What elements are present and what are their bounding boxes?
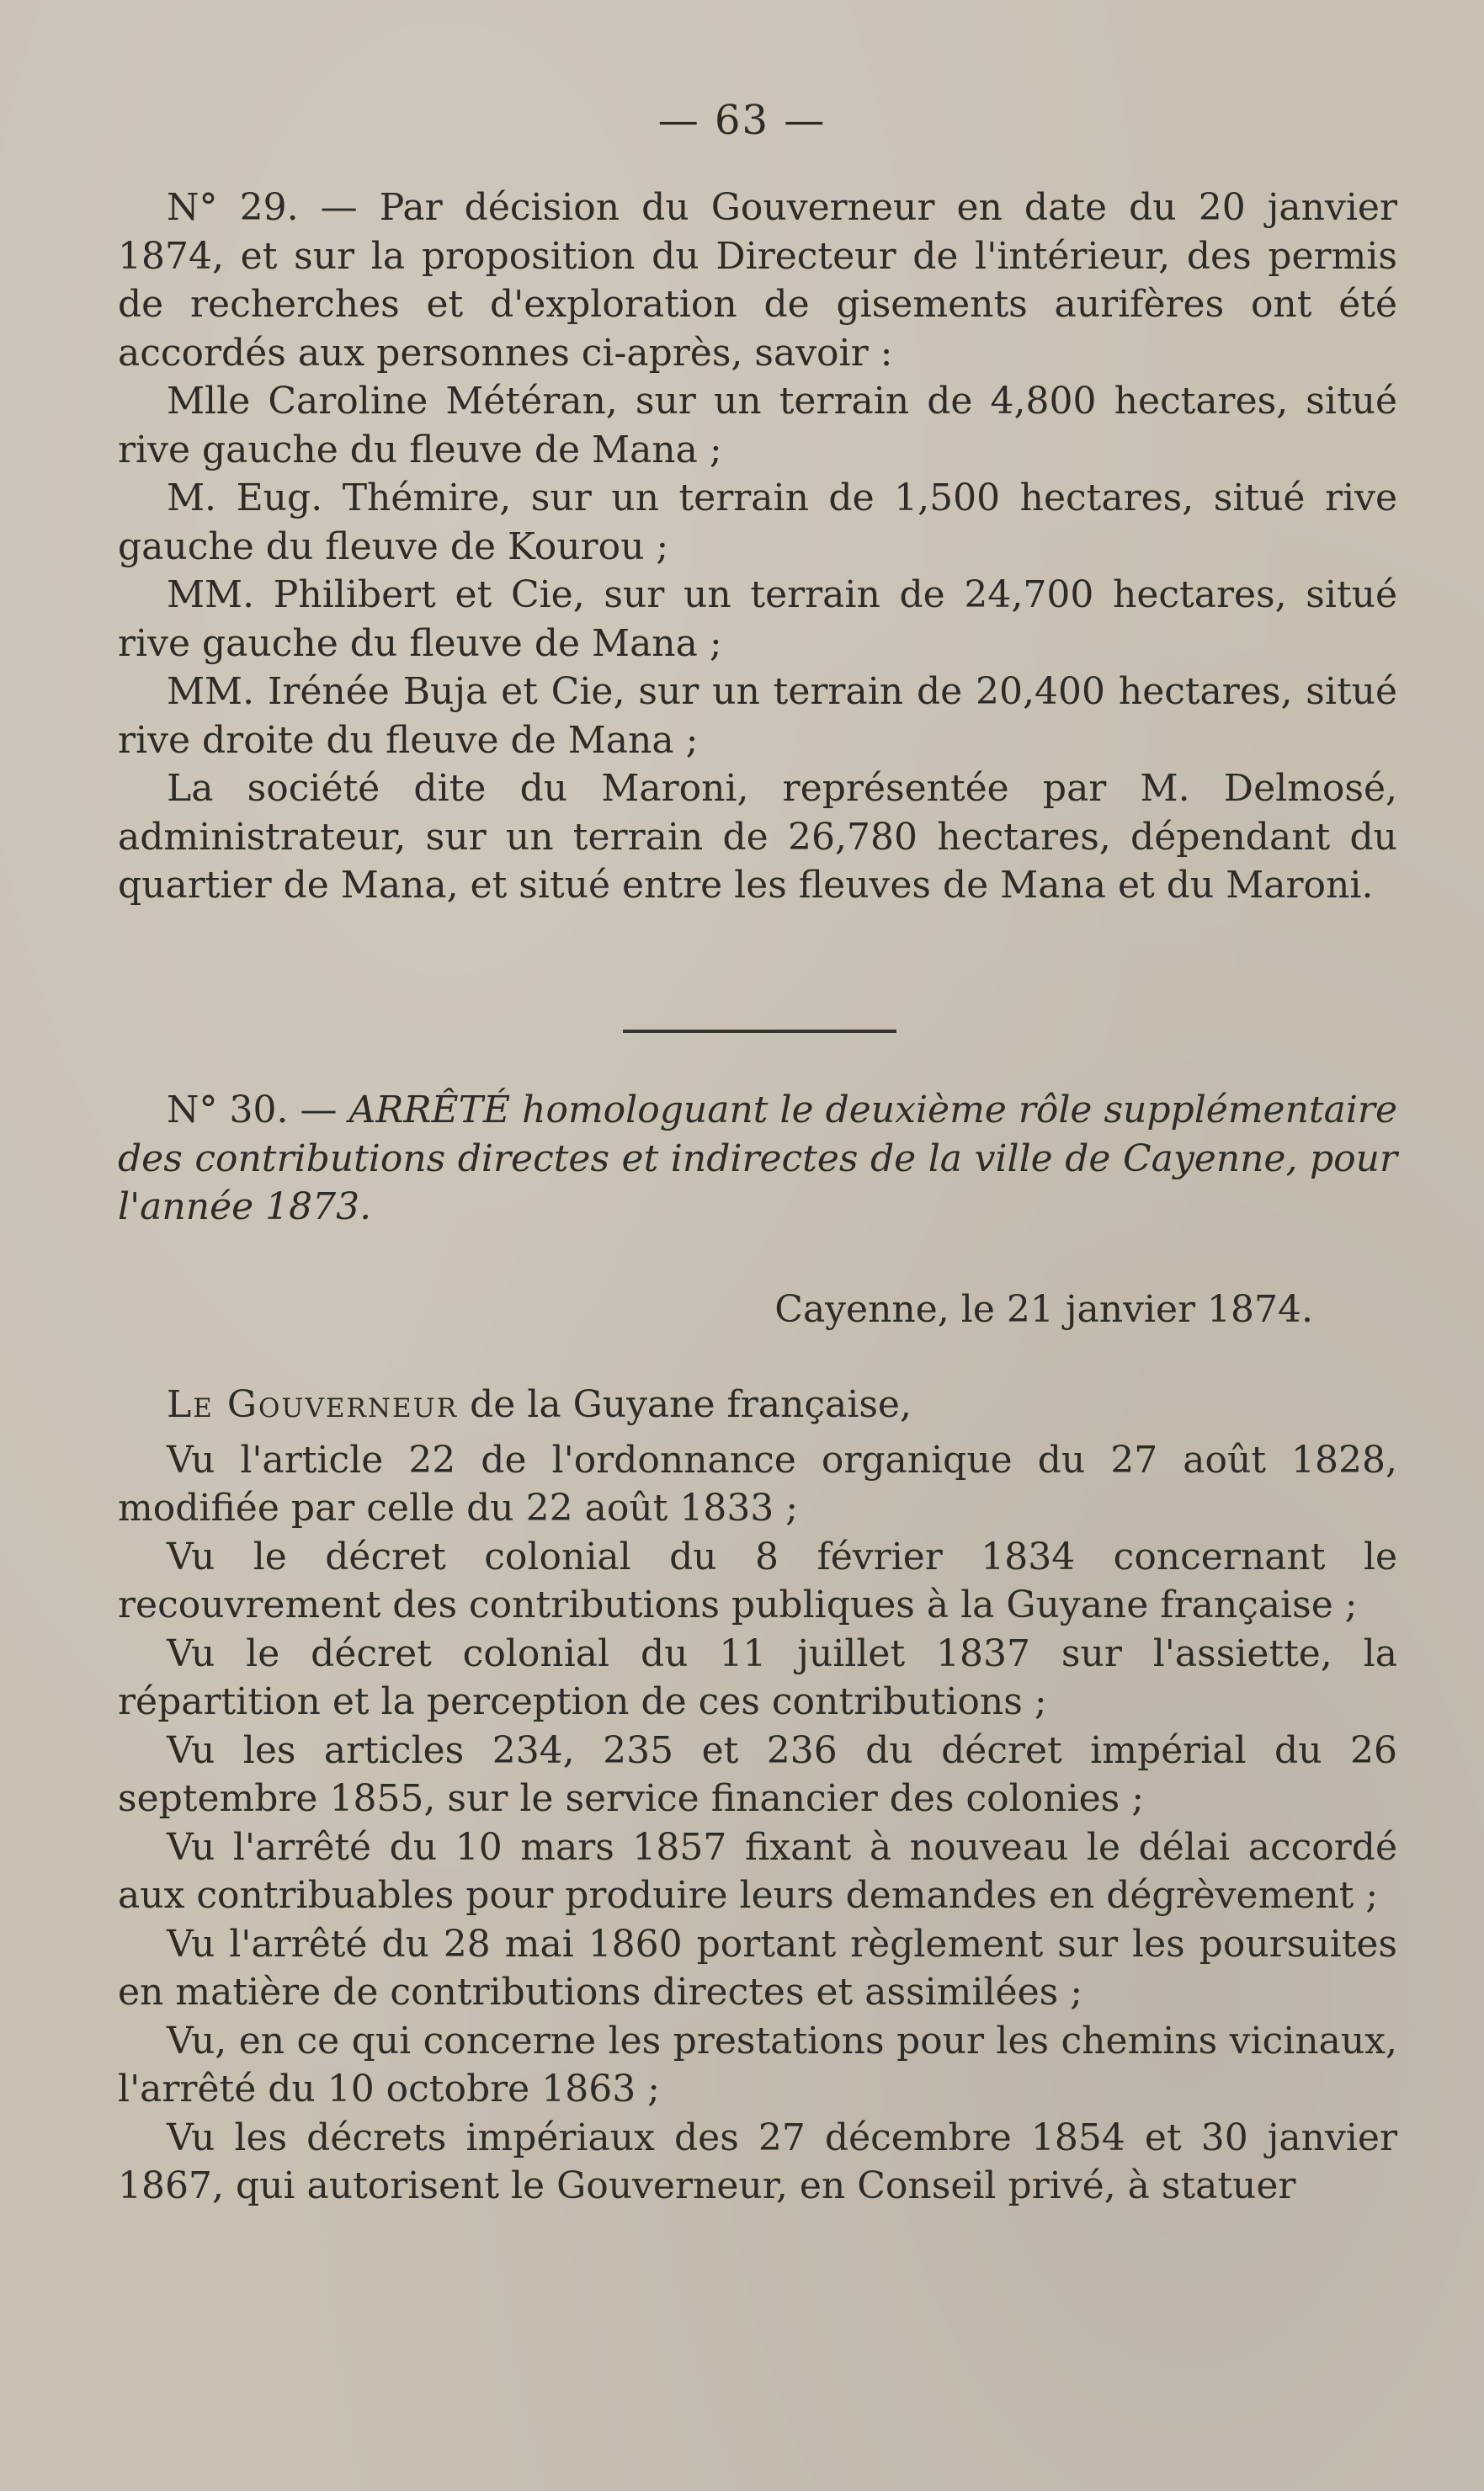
vu-clause: Vu les décrets impériaux des 27 décembre 1854 et 30 janvier 1867, qui autorisent le Gouverneur, en Conseil privé, à statuer (118, 2116, 1397, 2207)
governor-title: Le Gouverneur (167, 1383, 459, 1426)
entry-29-paragraph: M. Eug. Thémire, sur un terrain de 1,500 hectares, situé rive gauche du fleuve de Kourou ; (118, 476, 1397, 568)
dateline: Cayenne, le 21 janvier 1874. (774, 1288, 1313, 1331)
entry-29-paragraph: N° 29. — Par décision du Gouverneur en date du 20 janvier 1874, et sur la proposition du Directeur de l'intérieur, des permis de recherches et d'exploration de gisements aurifères ont été accordés aux personnes ci-après, savoir : (118, 186, 1397, 375)
vu-clause: Vu le décret colonial du 8 février 1834 concernant le recouvrement des contributions publiques à la Guyane française ; (118, 1535, 1397, 1626)
vu-clause: Vu l'article 22 de l'ordonnance organique du 27 août 1828, modifiée par celle du 22 août 1833 ; (118, 1438, 1397, 1530)
entry-29-paragraph: Mlle Caroline Météran, sur un terrain de 4,800 hectares, situé rive gauche du fleuve de Mana ; (118, 380, 1397, 471)
entry-29-paragraph: MM. Irénée Buja et Cie, sur un terrain de 20,400 hectares, situé rive droite du fleuve de Mana ; (118, 670, 1397, 762)
vu-clause: Vu les articles 234, 235 et 236 du décret impérial du 26 septembre 1855, sur le service financier des colonies ; (118, 1728, 1397, 1820)
governor-rest: de la Guyane française, (458, 1383, 912, 1426)
section-separator (623, 1030, 896, 1033)
entry-29-paragraph: MM. Philibert et Cie, sur un terrain de 24,700 hectares, situé rive gauche du fleuve de Mana ; (118, 573, 1397, 665)
entry-30-heading (118, 1086, 1397, 1232)
vu-clause: Vu le décret colonial du 11 juillet 1837 sur l'assiette, la répartition et la perception de ces contributions ; (118, 1631, 1397, 1723)
entry-30-number: N° 30. — (167, 1088, 338, 1131)
entry-30 (118, 1086, 1397, 1232)
vu-clause: Vu, en ce qui concerne les prestations pour les chemins vicinaux, l'arrêté du 10 octobre 1863 ; (118, 2019, 1397, 2110)
entry-30-title: ARRÊTÉ homologuant le deuxième rôle supplémentaire des contributions directes et indirectes de la ville de Cayenne, pour l'année 1873. (118, 1088, 1397, 1228)
decree-body (118, 1381, 1397, 2211)
entry-29-paragraph: La société dite du Maroni, représentée par M. Delmosé, administrateur, sur un terrain de 26,780 hectares, dépendant du quartier de Mana, et situé entre les fleuves de Mana et du Maroni. (118, 767, 1397, 907)
vu-clause: Vu l'arrêté du 28 mai 1860 portant règlement sur les poursuites en matière de contributions directes et assimilées ; (118, 1922, 1397, 2014)
vu-clause: Vu l'arrêté du 10 mars 1857 fixant à nouveau le délai accordé aux contribuables pour produire leurs demandes en dégrèvement ; (118, 1825, 1397, 1917)
governor-line (118, 1381, 1397, 1429)
entry-29 (118, 184, 1397, 910)
page-number: — 63 — (657, 97, 827, 144)
